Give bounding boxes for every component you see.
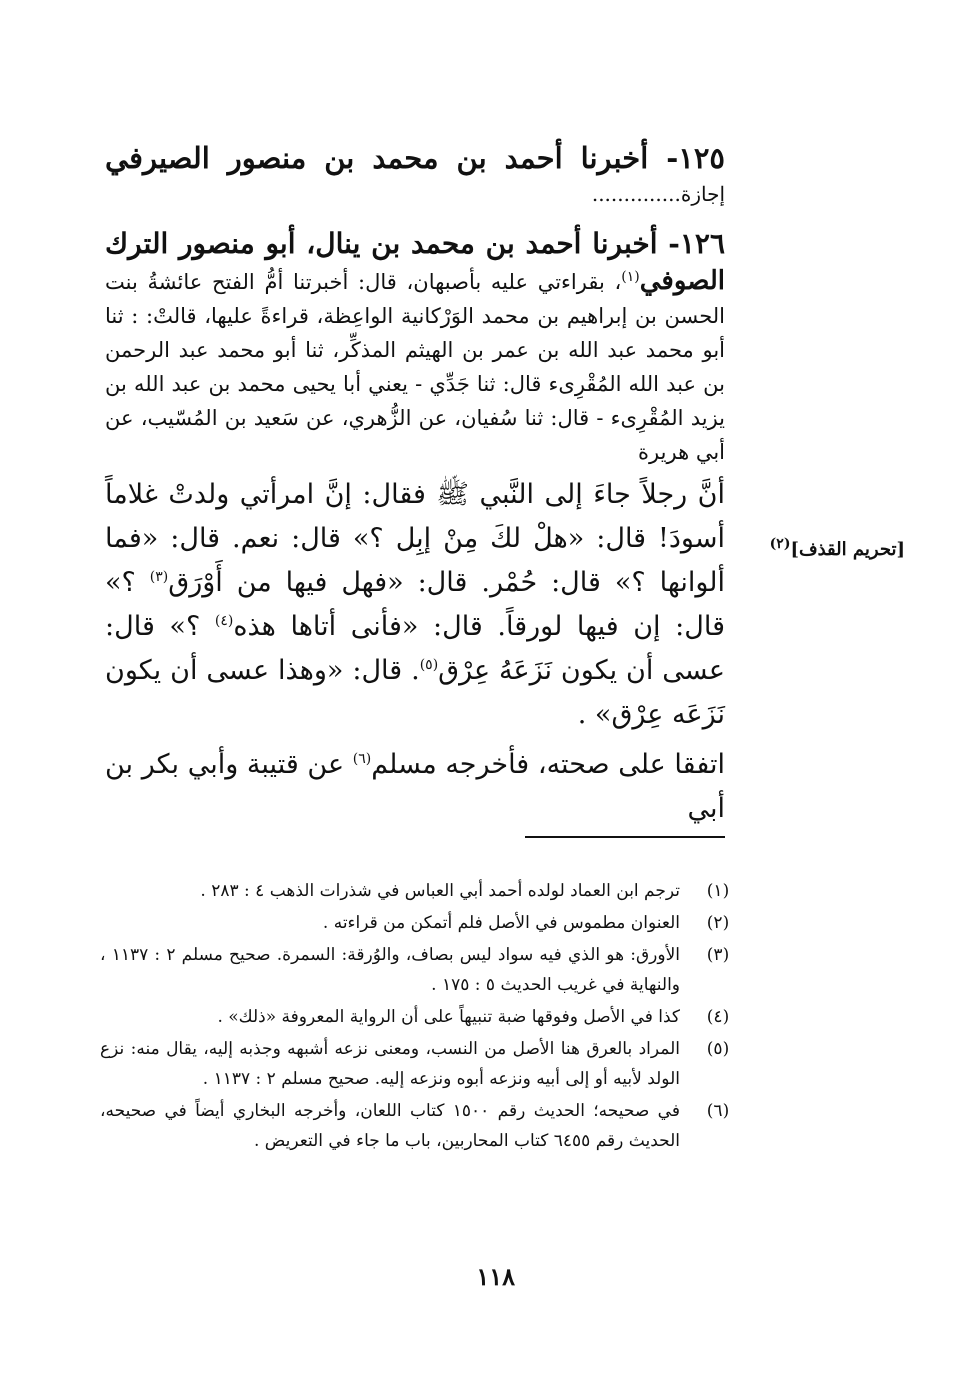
footnote-item (100, 1034, 740, 1094)
footnotes-list (100, 876, 740, 1158)
footnote-item (100, 1096, 740, 1156)
footnote-ref-2: (٢) (769, 536, 791, 552)
footnote-item (100, 908, 740, 938)
hadith-126-isnad (105, 264, 725, 469)
footnote-separator (525, 836, 725, 838)
hadith-126-heading: ١٢٦- أخبرنا أحمد بن محمد بن ينال، أبو منصور الترك (105, 227, 725, 260)
takhrij-part-b: عن قتيبة وأبي بكر بن أبي (105, 749, 725, 824)
footnote-ref-1: (١) (621, 269, 640, 285)
isnad-text: ، بقراءتي عليه بأصبهان، قال: أخبرتنا أمُّ الفتح عائشةُ بنت الحسن بن إبراهيم بن محمد الوَرْكانية الواعِظة، قراءةً عليها، قالتْ: : ثنا أبو محمد عبد الله بن عمر بن الهيثم المذكِّر، ثنا أبو محمد عبد الرحمن بن عبد الله المُقْرِىء قال: ثنا جَدِّي - يعني أبا يحيى محمد بن عبد الله بن يزيد المُقْرِىء - قال: ثنا سُفيان، عن الزُّهري، عن سَعيد بن المُسّيب، عن أبي هريرة (105, 270, 725, 464)
footnote-ref-3: (٣) (149, 569, 169, 585)
footnote-item (100, 940, 740, 1000)
footnote-item (100, 1002, 740, 1032)
hadith-126-takhrij (105, 743, 725, 831)
takhrij-part-a: اتفقا على صحته، فأخرجه مسلم (371, 749, 725, 780)
main-text-column (105, 138, 725, 831)
footnote-number: (٣) (706, 945, 730, 965)
footnote-item (100, 876, 740, 906)
footnote-ref-5: (٥) (419, 657, 439, 673)
matn-part-2: ؟» قال: إن فيها لورقاً. قال: «فأنى أتاها هذه (105, 567, 725, 642)
footnote-text: ترجم ابن العماد لولده أحمد أبي العباس في شذرات الذهب ٤ : ٢٨٣ . (200, 881, 680, 901)
footnote-ref-6: (٦) (352, 751, 372, 767)
matn-part-3: ؟» قال: عسى أن يكون نَزَعَهُ عِرْق (105, 611, 725, 686)
matn-part-4: . قال: «وهذا عسى أن يكون نَزَعَه عِرْق» . (105, 655, 725, 730)
page-number: ١١٨ (476, 1262, 515, 1291)
footnote-number: (٦) (706, 1101, 730, 1121)
footnote-number: (٤) (706, 1007, 730, 1027)
footnote-number: (٥) (706, 1039, 730, 1059)
matn-part-1: أنَّ رجلاً جاءَ إلى النَّبي ﷺ فقال: إنَّ امرأتي ولدتْ غلاماً أسودَ! قال: «هلْ لكَ مِنْ إبِل ؟» قال: نعم. قال: «فما ألوانها ؟» قال: حُمْر. قال: «فهل فيها من أَوْرَق (105, 479, 726, 598)
footnote-text: في صحيحه؛ الحديث رقم ١٥٠٠ كتاب اللعان، وأخرجه البخاري أيضاً في صحيحه، الحديث رقم ٦٤٥٥ كتاب المحاربين، باب ما جاء في التعريض . (100, 1101, 680, 1151)
margin-title-note (769, 536, 905, 560)
footnote-text: الأورق: هو الذي فيه سواد ليس بصاف، والوُرقة: السمرة. صحيح مسلم ٢ : ١١٣٧ ، والنهاية في غريب الحديث ٥ : ١٧٥ . (100, 945, 680, 995)
hadith-126-matn (105, 473, 725, 737)
footnote-ref-4: (٤) (214, 613, 234, 629)
footnote-number: (١) (706, 881, 730, 901)
hadith-125-ijaza: إجازة.............. (591, 182, 725, 206)
isnad-lead-word: الصوفي (639, 266, 725, 296)
hadith-125-heading: ١٢٥- أخبرنا أحمد بن محمد بن منصور الصيرفي (105, 141, 725, 175)
footnote-number: (٢) (706, 913, 730, 933)
footnote-text: المراد بالعرق هنا الأصل من النسب، ومعنى نزعه أشبهه وجذبه إليه، يقال منه: نزع الولد لأبيه أو إلى أبيه ونزعه أبوه ونزعه إليه. صحيح مسلم ٢ : ١١٣٧ . (100, 1039, 680, 1089)
footnote-text: كذا في الأصل وفوقها ضبة تنبيهاً على أن الرواية المعروفة «ذلك» . (217, 1007, 680, 1027)
margin-title-label: [تحريم القذف] (790, 539, 905, 560)
footnote-text: العنوان مطموس في الأصل فلم أتمكن من قراءته . (322, 913, 680, 933)
